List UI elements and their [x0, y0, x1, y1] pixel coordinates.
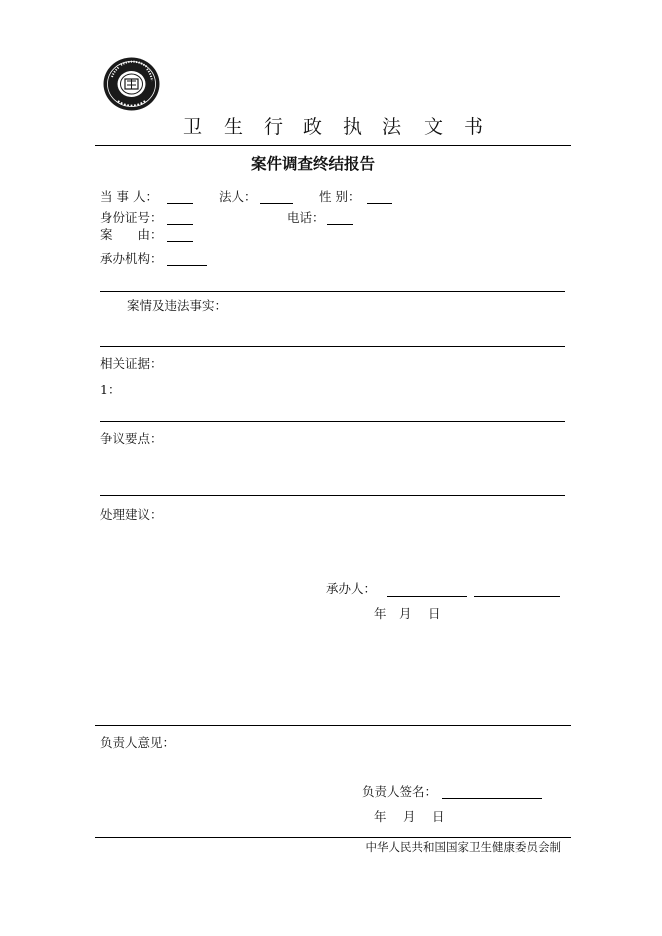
phone-label: 电话：: [287, 210, 325, 225]
section-divider: [100, 495, 565, 496]
title-char: 卫: [183, 116, 203, 138]
health-inspection-emblem: [103, 57, 160, 111]
party-blank[interactable]: [167, 203, 193, 204]
report-title: 案件调查终结报告: [250, 155, 375, 173]
id-number-label: 身份证号：: [100, 210, 163, 225]
legal-person-label: 法人：: [219, 189, 257, 204]
title-char: 政: [303, 116, 323, 138]
title-char: 生: [224, 116, 244, 138]
legal-person-blank[interactable]: [260, 203, 293, 204]
section-divider: [100, 291, 565, 292]
supervisor-signature-label: 负责人签名：: [362, 784, 438, 799]
issuer-footer: 中华人民共和国国家卫生健康委员会制: [365, 840, 561, 854]
case-cause-blank[interactable]: [167, 241, 193, 242]
title-char: 书: [464, 116, 484, 138]
facts-label: 案情及违法事实：: [127, 298, 228, 313]
handler-signature-blank-2[interactable]: [474, 596, 560, 597]
case-cause-label: 案 由：: [100, 227, 163, 242]
section-divider: [100, 346, 565, 347]
id-number-blank[interactable]: [167, 224, 193, 225]
footer-divider: [95, 837, 571, 838]
handler-date: 年 月 日: [374, 606, 441, 621]
supervisor-date: 年 月 日: [374, 809, 445, 824]
handler-signature-blank-1[interactable]: [387, 596, 467, 597]
supervisor-signature-blank[interactable]: [442, 798, 542, 799]
title-char: 行: [264, 116, 284, 138]
supervisor-opinion-label: 负责人意见：: [100, 735, 176, 750]
party-label: 当 事 人：: [100, 189, 158, 204]
title-char: 执: [343, 116, 363, 138]
gender-blank[interactable]: [367, 203, 392, 204]
suggestion-label: 处理建议：: [100, 507, 163, 522]
section-divider: [95, 725, 571, 726]
evidence-item: 1：: [100, 382, 121, 397]
agency-label: 承办机构：: [100, 251, 163, 266]
title-char: 文: [424, 116, 444, 138]
handler-label: 承办人：: [326, 581, 377, 596]
agency-blank[interactable]: [167, 265, 207, 266]
title-char: 法: [382, 116, 402, 138]
section-divider: [100, 421, 565, 422]
dispute-label: 争议要点：: [100, 431, 163, 446]
header-divider: [95, 145, 571, 146]
gender-label: 性 别：: [319, 189, 361, 204]
evidence-label: 相关证据：: [100, 356, 163, 371]
phone-blank[interactable]: [327, 224, 353, 225]
